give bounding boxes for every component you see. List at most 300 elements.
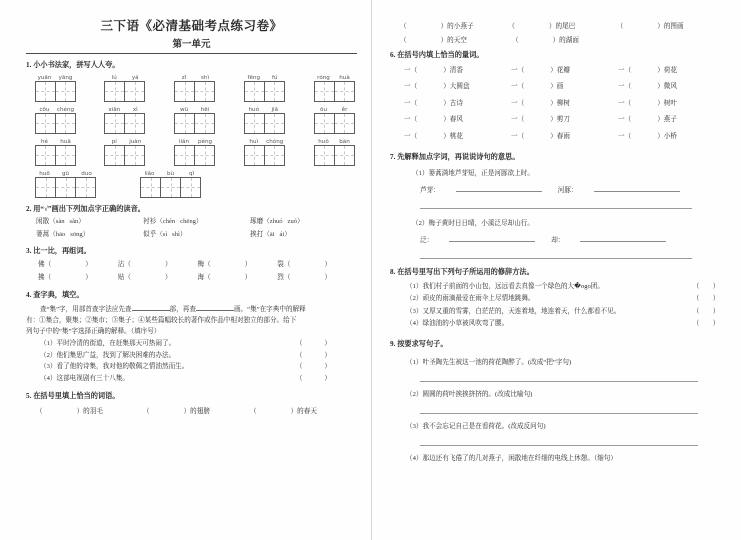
pinyin-syllable: shì [200,74,209,81]
pinyin-word [34,75,76,102]
compare-char: 烈（ [277,274,291,282]
pinyin-syllable: huó [248,106,259,113]
section-4-item-group [26,338,357,384]
compare-row [38,273,357,284]
tianzige-cell[interactable] [194,113,215,134]
quantity-one: 一 [511,99,518,107]
pinyin-grid-row [34,107,355,134]
dictionary-item [40,350,357,362]
tianzige-cell[interactable] [124,145,145,166]
blank-label: ）的翅膀 [183,408,210,416]
section-2-title: 2. 用“√”画出下列加点字正确的读音。 [26,204,145,213]
item-text: （2）他们集思广益，找到了解决困难的办法。 [40,351,176,359]
noun-label: ）柳树 [550,99,570,107]
tianzige-group [104,113,145,134]
paren-open: （ [624,83,632,91]
pinyin-syllable: lú [111,74,117,81]
noun-label: ）桃花 [443,132,463,140]
pinyin-syllable: ěr [341,106,348,113]
paren-close[interactable]: ） [712,295,720,303]
s7-word-1-label: 芦芽： [420,187,440,195]
tianzige-cell[interactable] [104,113,125,134]
rewrite-item: （3）我不会忘记自己是在看荷花。(改成反问句) [406,422,546,430]
blank-item[interactable] [36,405,143,415]
page-right [371,0,741,540]
paren-open: （ [517,132,525,140]
pron-word: 琢磨 [250,218,264,226]
section-5-blank-group-right [390,20,725,44]
tianzige-cell[interactable] [174,145,195,166]
blank-label: ）的小燕子 [440,23,474,30]
paren-open: （ [410,99,418,107]
pinyin-grid-row [34,139,355,166]
pron-word: 衬衫 [143,218,157,226]
pron-options[interactable]: （āi ái） [263,231,291,239]
compare-item[interactable] [198,273,278,284]
tianzige-cell[interactable] [35,177,56,198]
pron-options[interactable]: （chèn chēng） [156,218,203,226]
tianzige-group [314,145,355,166]
measure-word-item[interactable] [511,131,618,144]
paren-open: （ [410,116,418,124]
pinyin-syllable: zǐ [181,74,187,81]
quantity-one: 一 [404,132,411,140]
section-8-title: 8. 在括号里写出下列句子所运用的修辞方法。 [390,268,534,277]
tianzige-cell[interactable] [55,113,76,134]
noun-label: ）微风 [657,83,677,91]
tianzige-cell[interactable] [264,113,285,134]
tianzige-cell[interactable] [55,177,76,198]
measure-word-item[interactable] [511,114,618,127]
tianzige-cell[interactable] [314,81,335,102]
answer-paren[interactable]: （） [295,375,353,382]
compare-paren-close: ） [244,274,252,282]
measure-word-item[interactable] [618,65,725,78]
tianzige-cell[interactable] [35,145,56,166]
compare-paren-close: ） [164,274,172,282]
tianzige-cell[interactable] [334,81,355,102]
paren-open[interactable]: （ [692,307,700,315]
tianzige-cell[interactable] [55,145,76,166]
compare-item[interactable] [277,260,357,271]
tianzige-cell[interactable] [264,145,285,166]
blank-item[interactable] [512,34,624,44]
s7-word-3-blank[interactable] [449,234,535,242]
measure-word-row [404,65,725,78]
paren-open: （ [400,23,407,30]
pron-word: 挨打 [250,231,264,239]
blank-item[interactable] [400,34,512,44]
quantity-one: 一 [511,83,518,91]
tianzige-group [174,145,215,166]
blank-item[interactable] [400,20,508,30]
paren-close[interactable]: ） [712,307,720,315]
compare-paren-close: ） [85,260,92,268]
header-divider [26,53,357,54]
pinyin-syllable: huà [339,74,350,81]
item-text: （2）顽皮的雨滴最爱在雨伞上尽情地跳舞。 [406,295,535,303]
item-text: （4）绿油油的小草被风吹弯了腰。 [406,320,509,328]
blank-item[interactable] [143,405,250,415]
measure-word-item[interactable] [511,65,618,78]
tianzige-cell[interactable] [35,81,56,102]
pinyin-syllable: ōu [320,106,327,113]
pinyin-grid-row [34,75,355,102]
paren-open[interactable]: （ [692,282,700,290]
compare-char: 拂（ [38,274,52,282]
paren-open: （ [517,66,525,74]
page-title: 三下语《必清基础考点练习卷》 [100,19,283,33]
pinyin-word [104,75,146,102]
section-6-title: 6. 在括号内填上恰当的量词。 [390,51,484,59]
quantity-one: 一 [404,116,411,124]
rewrite-item: （1）叶圣陶先生被这一池的荷花陶醉了。(改成“把”字句) [406,358,572,366]
measure-word-item[interactable] [404,98,511,111]
item-text: （3）又厚又重的雪雾，白茫茫的，天连着地，地连着天，什么都看不见。 [406,307,621,315]
dictionary-item [40,361,357,373]
paren-open: （ [143,408,150,416]
paren-close[interactable]: ） [712,320,720,328]
pinyin-syllable: yāng [58,74,73,81]
tianzige-cell[interactable] [35,113,56,134]
pinyin-syllable: chóng [266,138,284,145]
tianzige-cell[interactable] [124,81,145,102]
tianzige-cell[interactable] [334,113,355,134]
measure-word-item[interactable] [511,98,618,111]
paren-close[interactable]: ） [712,282,720,290]
pinyin-syllable: jiā [271,106,279,113]
section-7-poem-2: （2）梅子黄时日日晴，小溪泛尽却山行。 [412,220,534,228]
tianzige-cell[interactable] [140,177,161,198]
rhetoric-item [406,306,725,319]
pinyin-syllable: huì [249,138,259,145]
measure-word-row [404,98,725,111]
pinyin-word [104,107,146,134]
answer-paren[interactable]: （） [295,351,353,359]
pinyin-syllable: juàn [129,138,142,145]
s4-text-b: 部，再查 [169,305,196,313]
tianzige-cell[interactable] [264,81,285,102]
compare-item[interactable] [198,260,278,271]
tianzige-group [174,113,215,134]
pronunciation-item[interactable] [36,230,143,240]
pronunciation-item[interactable] [250,217,357,227]
tianzige-cell[interactable] [334,145,355,166]
pinyin-syllable: hé [41,138,48,145]
rewrite-answer-line[interactable] [420,404,698,414]
pron-word: 闲散 [36,218,50,226]
noun-label: ）燕子 [657,116,677,124]
noun-label: ）花瓣 [550,66,570,74]
compare-item[interactable] [38,273,118,284]
compare-paren-close: ） [164,260,172,268]
compare-paren-close: ） [324,260,332,268]
noun-label: ）大圆盘 [443,83,470,91]
pinyin-word [313,139,355,166]
pinyin-syllable: xiān [108,106,121,113]
pinyin-word [243,107,285,134]
measure-word-row [404,114,725,127]
tianzige-cell[interactable] [180,177,201,198]
compare-paren-close: ） [85,274,92,282]
pinyin-syllable: róng [317,74,330,81]
paren-open: （ [624,66,632,74]
measure-word-item[interactable] [618,114,725,127]
paren-open: （ [400,37,407,44]
s7-word-2-label: 河豚： [557,187,578,195]
pinyin-syllable: fēng [247,74,260,81]
pron-word: 似乎 [143,231,157,239]
quantity-one: 一 [404,66,411,74]
compare-item[interactable] [38,260,118,271]
tianzige-group [35,81,76,102]
blank-label: ）的春天 [290,408,317,416]
tianzige-group [314,113,355,134]
dictionary-item [40,338,357,350]
pinyin-syllable: yuān [37,74,52,81]
measure-word-row [404,131,725,144]
blank-row [400,20,725,30]
rewrite-item: （4）那边还有飞倦了的几对燕子，闲散地在纤细的电线上休憩。（缩句） [406,454,617,462]
noun-label: ）画 [550,83,564,91]
section-1-title: 1. 小小书法家，拼写人人夸。 [26,61,120,69]
tianzige-cell[interactable] [160,177,181,198]
blank-row [36,405,357,415]
tianzige-group [35,113,76,134]
tianzige-cell[interactable] [194,81,215,102]
measure-word-item[interactable] [404,81,511,94]
pinyin-word [34,107,76,134]
quantity-one: 一 [618,116,625,124]
tianzige-group [104,81,145,102]
s4-text-c: 画。“集”在字典中的解释 [233,305,306,313]
rewrite-item-group [390,356,725,462]
compare-item[interactable] [118,260,198,271]
pinyin-syllable: liǎo [144,170,155,177]
section-7-poem-1: （1）蒌蒿满地芦芽短，正是河豚欲上时。 [412,170,534,178]
tianzige-cell[interactable] [314,145,335,166]
section-9-title: 9. 按要求写句子。 [390,339,448,348]
pinyin-syllable: bù [166,170,175,177]
pinyin-word [313,75,355,102]
pron-options[interactable]: （sì shì） [156,231,187,239]
measure-word-item[interactable] [511,81,618,94]
tianzige-cell[interactable] [75,177,96,198]
paren-open: （ [624,116,632,124]
pronunciation-row [36,217,357,227]
compare-item[interactable] [277,273,357,284]
pinyin-grid-group [26,75,357,198]
section-7-explain-row-1 [420,184,725,194]
pinyin-syllable: péng [197,138,213,145]
compare-char: 贴（ [117,274,131,282]
pinyin-syllable: bàn [339,138,350,145]
blank-row [400,34,725,44]
pinyin-syllable: wū [179,106,189,113]
pinyin-syllable: huǒ [318,138,329,145]
compare-row [38,260,357,271]
paren-open: （ [624,132,632,140]
pinyin-syllable: yá [131,74,139,81]
blank-item[interactable] [617,20,725,30]
measure-word-row [404,81,725,94]
blank-item[interactable] [250,405,357,415]
tianzige-cell[interactable] [174,113,195,134]
s4-text-a: 查“集”字，用部首查字法应先查 [40,305,132,313]
measure-word-item[interactable] [404,114,511,127]
pinyin-syllable: cōu [39,106,50,113]
tianzige-cell[interactable] [104,81,125,102]
tianzige-cell[interactable] [104,145,125,166]
pinyin-word [243,139,285,166]
blank-label: ）的羽毛 [76,408,103,416]
pronunciation-item[interactable] [143,217,250,227]
quantity-one: 一 [618,66,625,74]
s4-blank-1[interactable] [132,304,170,311]
compare-char: 梅（ [197,260,211,268]
pinyin-syllable: gū [61,170,70,177]
noun-label: ）剪刀 [550,116,570,124]
measure-word-group [390,65,725,144]
compare-char: 裂（ [277,260,291,268]
pinyin-grid-row [34,171,355,198]
section-5-title: 5. 在括号里填上恰当的词语。 [26,391,120,400]
paren-open: （ [410,66,418,74]
rhetoric-item [406,281,725,294]
quantity-one: 一 [404,99,411,107]
measure-word-item[interactable] [618,81,725,94]
pronunciation-row [36,230,357,240]
compare-words-group [26,260,357,284]
compare-paren-close: ） [244,260,252,268]
blank-label: ）的尾巴 [548,23,576,30]
tianzige-group [140,177,201,198]
quantity-one: 一 [511,66,518,74]
rewrite-answer-line[interactable] [420,372,698,382]
compare-char: 沾（ [117,260,131,268]
section-7-title: 7. 先解释加点字词，再说说诗句的意思。 [390,153,520,162]
measure-word-item[interactable] [618,98,725,111]
tianzige-group [244,145,285,166]
pinyin-syllable: chéng [56,106,75,113]
s7-word-1-blank[interactable] [456,184,542,192]
tianzige-cell[interactable] [194,145,215,166]
pinyin-word [243,75,285,102]
quantity-one: 一 [618,99,625,107]
rewrite-item: （2）圆圆的荷叶挨挨挤挤的。(改成比喻句) [406,390,533,398]
pinyin-syllable: huō [39,170,50,177]
paren-open: （ [508,23,515,30]
blank-item[interactable] [508,20,616,30]
section-3-title: 3. 比一比，再组词。 [26,247,91,256]
measure-word-item[interactable] [404,65,511,78]
measure-word-item[interactable] [618,131,725,144]
dictionary-item [40,373,357,385]
tianzige-group [104,145,145,166]
pinyin-word [174,75,216,102]
tianzige-group [314,81,355,102]
pronunciation-item[interactable] [250,230,357,240]
answer-paren[interactable]: （） [295,363,353,371]
measure-word-item[interactable] [404,131,511,144]
rhetoric-item [406,293,725,306]
s7-word-3-label: 泛： [420,237,434,245]
compare-item[interactable] [118,273,198,284]
section-5-blank-group-left [26,405,357,415]
s7-meaning-blank-2[interactable] [420,251,692,259]
page-subtitle: 第一单元 [172,40,211,50]
quantity-one: 一 [618,132,625,140]
pinyin-word [104,139,146,166]
tianzige-cell[interactable] [244,81,265,102]
quantity-one: 一 [618,83,625,91]
rewrite-answer-line[interactable] [420,436,698,446]
section-4-paragraph-3: 列句子中的“集”字选择正确的解释。（填序号） [26,328,161,336]
tianzige-cell[interactable] [55,81,76,102]
item-text: （4）这部电视剧有三十八集。 [40,375,130,382]
compare-paren-close: ） [324,274,332,282]
item-text: （3）看了他的诗集，我对他的敬佩之情油然而生。 [40,363,189,371]
pinyin-syllable: xì [132,106,138,113]
pronunciation-item[interactable] [143,230,250,240]
s4-blank-2[interactable] [196,304,234,311]
s7-word-4-blank[interactable] [580,234,666,242]
paren-open: （ [250,408,257,416]
paren-open: （ [616,23,624,30]
rhetoric-item [406,318,725,331]
tianzige-cell[interactable] [314,113,335,134]
item-text: （1）平时冷清的街道，在赶集那天可热闹了。 [40,340,176,348]
paren-open: （ [512,37,519,44]
quantity-one: 一 [404,83,411,91]
section-4-paragraph-1 [40,304,357,315]
pron-options[interactable]: （sàn sǎn） [49,218,85,226]
blank-label: ）的图画 [657,23,684,30]
pron-options[interactable]: （hāo sōng） [49,231,90,239]
noun-label: ）小桥 [657,132,677,140]
answer-paren[interactable]: （） [295,340,353,348]
quantity-one: 一 [511,132,518,140]
paren-open[interactable]: （ [692,320,700,328]
tianzige-group [174,81,215,102]
pinyin-syllable: duo [81,170,92,177]
compare-char: 佛（ [38,260,52,268]
paren-open: （ [624,99,632,107]
tianzige-cell[interactable] [174,81,195,102]
pinyin-word [313,107,355,134]
tianzige-cell[interactable] [244,145,265,166]
noun-label: ）荷花 [657,66,677,74]
tianzige-cell[interactable] [244,113,265,134]
tianzige-group [35,177,96,198]
pinyin-syllable: hēi [200,106,210,113]
tianzige-group [244,113,285,134]
paren-open: （ [517,99,525,107]
paren-open: （ [410,132,418,140]
paren-open: （ [517,83,525,91]
paren-open[interactable]: （ [692,295,700,303]
pinyin-syllable: lián [178,138,190,145]
pronunciation-choice-group [26,217,357,240]
pron-options[interactable]: （zhuó zuó） [263,218,304,226]
pronunciation-item[interactable] [36,217,143,227]
tianzige-cell[interactable] [124,113,145,134]
pinyin-syllable: huā [60,138,71,145]
s7-meaning-blank-1[interactable] [420,201,692,209]
item-text: （1）我们村子前面的小山包，远远看去真像一个绿色的大�ogo团。 [406,282,604,290]
s7-word-2-blank[interactable] [594,184,680,192]
paren-open: （ [410,83,418,91]
